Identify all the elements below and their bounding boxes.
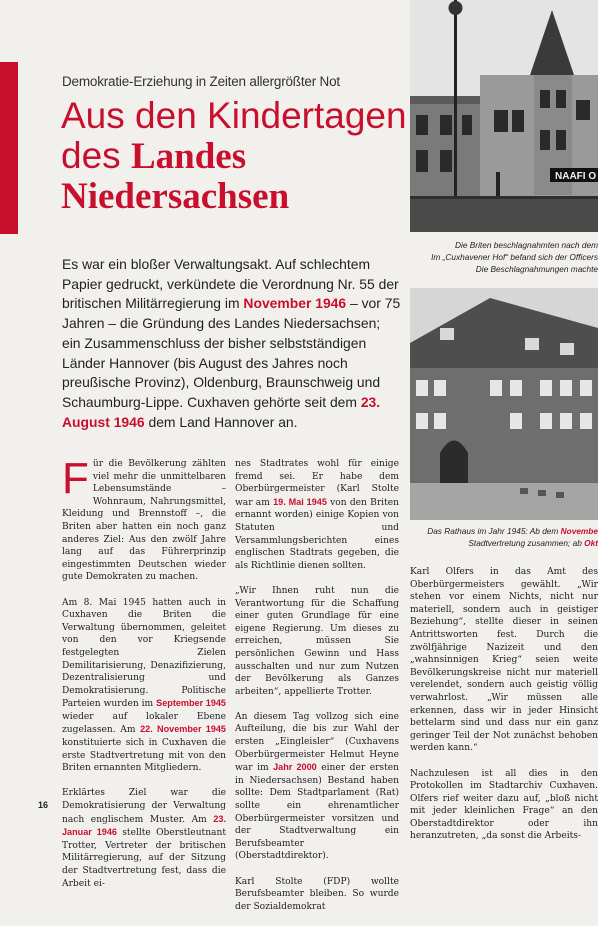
paragraph: Karl Olfers in das Amt des Oberbürgermeisters gewählt. „Wir stehen vor einem Nichts, nicht nur materiell, sondern auch in geistiger Beziehung“, stellte dieser in seinen Antrittsworten fest. Durch die zwölfjährige Nazizeit und den „wahnsinnigen Krieg“ seien weite Bevölkerungskreise nicht nur materiell verelendet, sondern auch geistig völlig verwahrlost. „Wir müssen alle erkennen, dass wir in jeder Hinsicht bettelarm sind und dass nur ein ganz geringer Teil der Not zunächst behoben werden kann.“ xyxy=(410,567,598,754)
paragraph xyxy=(62,787,226,890)
paragraph-text: ür die Bevölkerung zählten viel mehr die unmittelbaren Lebensumstände – Wohnraum, Nahrungsmittel, Kleidung und Brennstoff –, die Briten aber hatten ein noch ganz anderes Ziel: Aus den zwölf Jahre lang auf das Führerprinzip eingestimmten Deutschen wieder gute Demokraten zu machen. xyxy=(62,459,226,583)
title-line-2b: Landes xyxy=(130,136,247,177)
page-title xyxy=(61,96,411,217)
paragraph-text: wieder auf lokaler Ebene zugelassen. Am xyxy=(62,711,226,736)
paragraph xyxy=(62,454,226,584)
title-line-3: Niedersachsen xyxy=(61,176,290,217)
caption-line: Im „Cuxhavener Hof“ befand sich der Officers xyxy=(431,251,598,262)
kicker: Demokratie-Erziehung in Zeiten allergrößter Not xyxy=(62,74,340,89)
title-line-1: Aus den Kindertagen xyxy=(61,95,407,136)
caption-highlight: Okt xyxy=(584,537,598,548)
drop-cap: F xyxy=(62,454,89,503)
body-column-3 xyxy=(410,566,598,856)
paragraph-text: nes Stadtrates wohl für einige fremd sei. Er habe dem Oberbürgermeister (Karl Stolte war am xyxy=(235,459,399,508)
naafi-sign: NAAFI O xyxy=(555,171,597,182)
caption-line xyxy=(427,526,598,538)
lead-paragraph xyxy=(62,255,402,432)
paragraph-text: An diesem Tag vollzog sich eine Aufteilung, die bis zur Wahl der ersten „Eingleisler“ (Cuxhavens Oberbürgermeister Helmut Heyne war im xyxy=(235,711,399,774)
page-number: 16 xyxy=(38,800,49,810)
paragraph: Karl Stolte (FDP) wollte Berufsbeamter bleiben. So wurde der Sozialdemokrat xyxy=(235,876,399,912)
photo-street-villa xyxy=(410,0,598,232)
lead-text: Es war ein bloßer Verwaltungsakt. Auf schlechtem Papier gedruckt, verkündete die Verordnung Nr. 55 der britischen Militärregierung im xyxy=(62,256,399,312)
date-highlight: 22. November 1945 xyxy=(140,724,226,735)
caption-text: Das Rathaus im Jahr 1945: Ab dem xyxy=(427,526,561,536)
lead-highlight: November 1946 xyxy=(243,295,347,312)
paragraph-text: Am 8. Mai 1945 hatten auch in Cuxhaven die Briten die Verwaltung übernommen, geleitet von den vor Kriegsende festgelegten Zielen Demilitarisierung, Denazifizierung, Dezentralisierung und Demokratisierung. Politische Parteien wurden im xyxy=(62,597,226,710)
date-highlight: 19. Mai 1945 xyxy=(273,496,327,507)
caption-text: Stadtvertretung zusammen; ab xyxy=(468,537,585,548)
caption-line: Die Briten beschlagnahmten nach dem xyxy=(455,240,598,250)
paragraph xyxy=(62,597,226,775)
paragraph xyxy=(235,458,399,572)
paragraph-text: konstituierte sich in Cuxhaven die erste Stadtvertretung mit von den Briten ernannten Mitgliedern. xyxy=(62,738,226,774)
photo1-caption xyxy=(431,240,598,275)
paragraph-text: einer der ersten in Niedersachsen) Bestand haben sollte: Dem Stadtparlament (Rat) sollte ein ehrenamtlicher Oberbürgermeister vorsitzen und der Stadtverwaltung ein Berufsbeamter (Oberstadtdirektor). xyxy=(235,763,399,862)
lead-text: – vor 75 Jahren – die Gründung des Landes Niedersachsen; ein Zusammenschluss der bisher selbstständigen Länder Hannover (bis August des Jahres noch preußische Provinz), Oldenburg, Braunschweig und Schaumburg-Lippe. Cuxhaven gehörte seit dem xyxy=(62,295,401,410)
paragraph-text: stellte Oberstleutnant Trotter, Vertreter der britischen Militärregierung, auf der Sitzung der Stadtvertretung fest, dass die Arbeit ei- xyxy=(62,828,226,889)
date-highlight: Jahr 2000 xyxy=(273,762,317,773)
photo-street-villa-drawing xyxy=(410,0,598,232)
paragraph: Nachzulesen ist all dies in den Protokollen im Stadtarchiv Cuxhaven. Olfers rief weiter dazu auf, „bloß nicht mit jeder kleinlichen Frage“ an den Oberstadtdirektor oder ihn heranzutreten, „da sonst die Arbeits- xyxy=(410,768,598,842)
photo-town-hall xyxy=(410,288,598,520)
photo-town-hall-drawing xyxy=(410,288,598,520)
body-column-2 xyxy=(235,458,399,926)
body-column-1 xyxy=(62,454,226,903)
lead-text: dem Land Hannover an. xyxy=(144,413,298,430)
photo2-caption xyxy=(427,526,598,550)
paragraph: „Wir Ihnen ruht nun die Verantwortung für die Schaffung einer guten Grundlage für eine eigene Regierung. Um dieses zu erreichen, müssen Sie persönlichen Gewinn und Hass ausschalten und nur zum Nutzen der Bevölkerung als Ganzes arbeiten“, appellierte Trotter. xyxy=(235,585,399,697)
date-highlight: 23. Januar 1946 xyxy=(62,813,226,838)
caption-line: Die Beschlagnahmungen machte xyxy=(475,263,598,274)
lead-highlight: 23. August 1946 xyxy=(62,393,381,430)
title-line-2a: des xyxy=(61,135,131,176)
paragraph-text: Erklärtes Ziel war die Demokratisierung der Verwaltung nach englischem Muster. Am xyxy=(62,788,226,825)
accent-bar xyxy=(0,62,18,234)
paragraph-text: von den Briten ernannt worden) einige Kopien von Statuten und Versammlungsberichten eines englischen Stadtrats gegeben, die als Richtlinie dienen sollten. xyxy=(235,497,399,571)
paragraph xyxy=(235,711,399,863)
caption-line xyxy=(427,538,598,550)
date-highlight: September 1945 xyxy=(156,698,226,709)
caption-highlight: Novembe xyxy=(560,526,598,536)
